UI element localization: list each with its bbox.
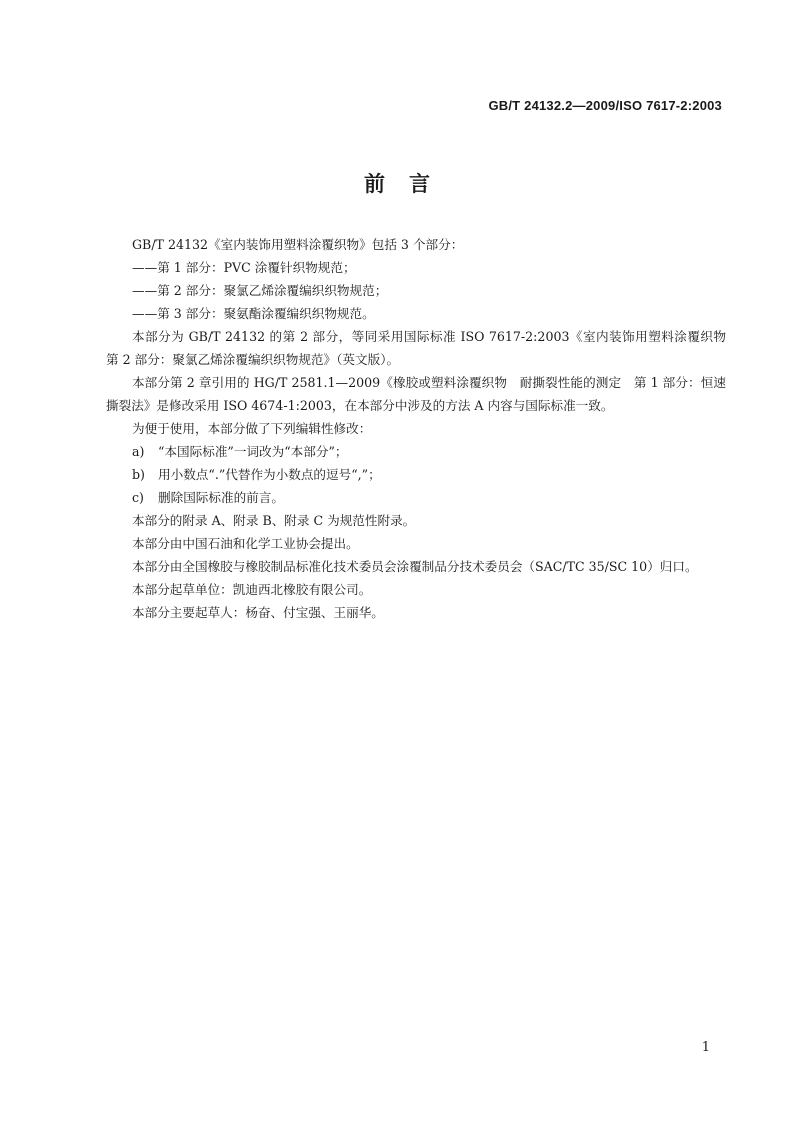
standard-code-header: GB/T 24132.2—2009/ISO 7617-2:2003	[488, 98, 722, 113]
drafting-unit-paragraph: 本部分起草单位：凯迪西北橡胶有限公司。	[132, 582, 372, 597]
equivalence-paragraph: 本部分为 GB/T 24132 的第 2 部分，等同采用国际标准 ISO 7617-2:2003《室内装饰用塑料涂覆织物 第 2 部分：聚氯乙烯涂覆编织织物规范》（英文版）。	[106, 329, 739, 367]
edit-item-a-text: “本国际标准”一词改为“本部分”；	[158, 444, 348, 459]
edit-item-b-text: 用小数点“.”代替作为小数点的逗号“,”；	[158, 467, 381, 482]
edit-item-b-mark: b)	[132, 467, 145, 482]
edits-intro-paragraph: 为便于使用，本部分做了下列编辑性修改：	[132, 421, 372, 436]
document-body	[106, 233, 739, 624]
edit-item-c-text: 删除国际标准的前言。	[158, 490, 284, 505]
part-1-item: ——第 1 部分：PVC 涂覆针织物规范；	[132, 260, 356, 275]
edit-item-a	[106, 440, 726, 463]
page-title: 前言	[364, 172, 454, 196]
annexes-paragraph: 本部分的附录 A、附录 B、附录 C 为规范性附录。	[132, 513, 416, 528]
edit-item-c	[106, 486, 726, 509]
edit-item-c-mark: c)	[132, 490, 144, 505]
edit-item-a-mark: a)	[132, 444, 145, 459]
proposed-by-paragraph: 本部分由中国石油和化学工业协会提出。	[132, 536, 359, 551]
part-2-item: ——第 2 部分：聚氯乙烯涂覆编织织物规范；	[132, 283, 388, 298]
part-3-item: ——第 3 部分：聚氨酯涂覆编织织物规范。	[132, 306, 375, 321]
edit-item-b	[106, 463, 726, 486]
intro-paragraph: GB/T 24132《室内装饰用塑料涂覆织物》包括 3 个部分：	[132, 237, 464, 252]
reference-paragraph: 本部分第 2 章引用的 HG/T 2581.1—2009《橡胶或塑料涂覆织物 耐撕裂性能的测定 第 1 部分：恒速撕裂法》是修改采用 ISO 4674-1:2003，在本部分中涉及的方法 A 内容与国际标准一致。	[106, 375, 726, 413]
drafters-paragraph: 本部分主要起草人：杨奋、付宝强、王丽华。	[132, 605, 384, 620]
managed-by-paragraph: 本部分由全国橡胶与橡胶制品标准化技术委员会涂覆制品分技术委员会（SAC/TC 35/SC 10）归口。	[132, 559, 698, 574]
page-number: 1	[701, 1040, 710, 1055]
